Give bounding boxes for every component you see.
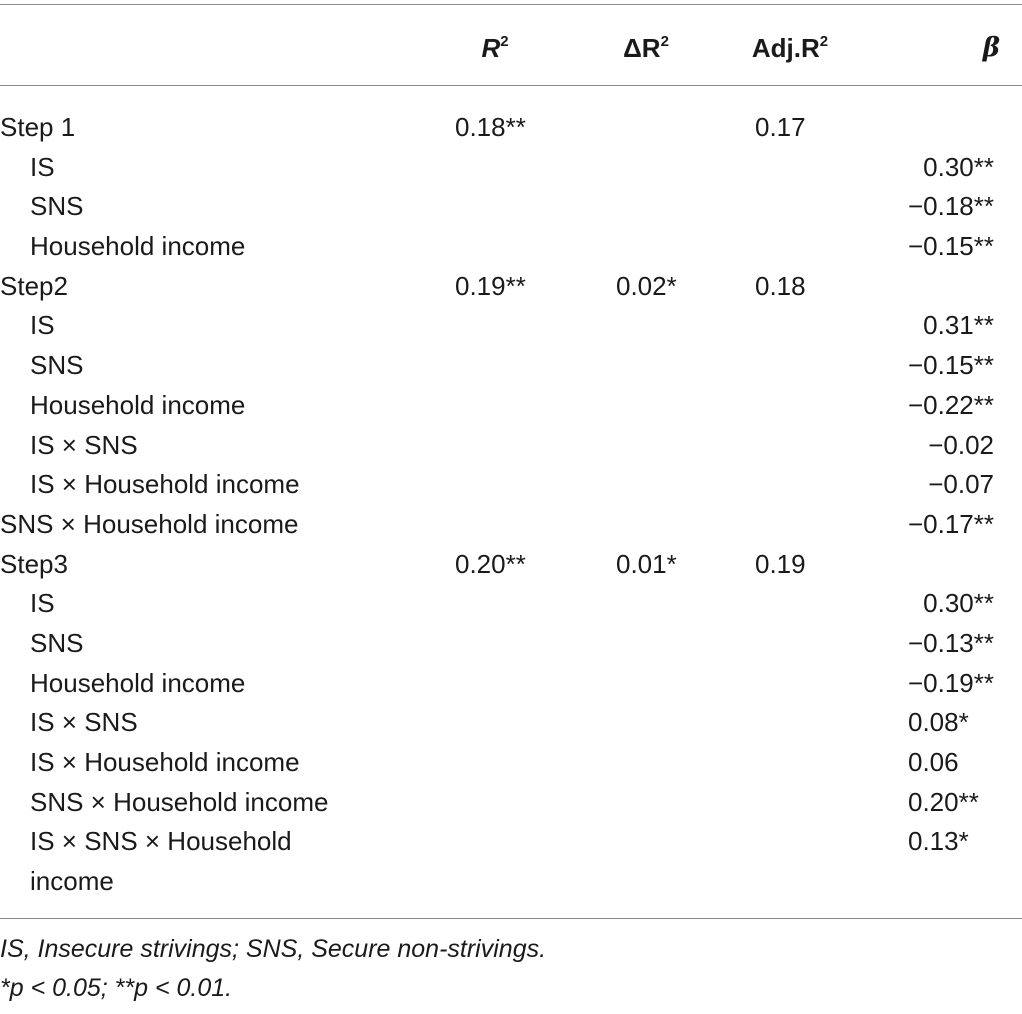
table-row bbox=[0, 267, 1022, 307]
predictor-label: IS × SNS bbox=[30, 429, 138, 460]
table-row bbox=[0, 227, 1022, 267]
table-footnotes bbox=[0, 930, 1022, 1008]
beta-value: −0.17** bbox=[907, 508, 994, 539]
predictor-label: IS × SNS × Household income bbox=[30, 826, 292, 897]
table-row bbox=[0, 584, 1022, 624]
beta-value: −0.19** bbox=[907, 667, 994, 698]
predictor-label: SNS × Household income bbox=[30, 786, 329, 817]
beta-value: −0.22** bbox=[907, 389, 994, 420]
table-row bbox=[0, 505, 1022, 545]
table-row bbox=[0, 346, 1022, 386]
predictor-label: IS bbox=[30, 310, 55, 341]
beta-value: −0.15** bbox=[907, 231, 994, 262]
predictor-label: Household income bbox=[30, 389, 246, 420]
table-row bbox=[0, 465, 1022, 505]
beta-value: −0.13** bbox=[907, 627, 994, 658]
beta-value: −0.15** bbox=[907, 350, 994, 381]
predictor-label: SNS bbox=[30, 191, 84, 222]
table-row bbox=[0, 664, 1022, 704]
table-body bbox=[0, 108, 1022, 902]
header-r2: $R^2$ bbox=[481, 33, 509, 63]
predictor-label: Household income bbox=[30, 667, 246, 698]
r2-value: 0.19** bbox=[455, 270, 526, 301]
delta-r2-value: 0.02* bbox=[616, 270, 677, 301]
beta-value: 0.31** bbox=[923, 310, 994, 341]
table-bottom-rule bbox=[0, 918, 1022, 919]
header-delta-r2: $\Delta R^2$ bbox=[623, 33, 669, 63]
table-row bbox=[0, 624, 1022, 664]
predictor-label: IS × SNS bbox=[30, 707, 138, 738]
header-adj-r2: $Adj.R^2$ bbox=[751, 33, 829, 63]
table-row bbox=[0, 545, 1022, 585]
beta-value: −0.07 bbox=[928, 469, 994, 500]
beta-value: −0.18** bbox=[907, 191, 994, 222]
delta-r2-value: 0.01* bbox=[616, 548, 677, 579]
table-row bbox=[0, 703, 1022, 743]
beta-value: 0.13* bbox=[908, 826, 969, 857]
table-top-rule bbox=[0, 4, 1022, 5]
predictor-label: SNS bbox=[30, 350, 84, 381]
beta-value: 0.30** bbox=[923, 151, 994, 182]
footnote-abbreviations: IS, Insecure strivings; SNS, Secure non-strivings. bbox=[0, 935, 547, 963]
header-beta: β bbox=[982, 33, 1000, 63]
table-header-rule bbox=[0, 85, 1022, 86]
beta-value: 0.08* bbox=[908, 707, 969, 738]
predictor-label: IS × Household income bbox=[30, 747, 300, 777]
adj-r2-value: 0.19 bbox=[755, 548, 806, 579]
beta-value: −0.02 bbox=[928, 429, 994, 460]
predictor-label: SNS × Household income bbox=[0, 508, 299, 539]
step-label: Step 1 bbox=[0, 112, 76, 142]
step-label: Step2 bbox=[0, 270, 68, 301]
predictor-label: IS bbox=[30, 588, 55, 619]
step-label: Step3 bbox=[0, 548, 68, 579]
table-row bbox=[0, 187, 1022, 227]
predictor-label: IS bbox=[30, 151, 55, 182]
footnote-significance: *p < 0.05; **p < 0.01. bbox=[0, 974, 233, 1002]
r2-value: 0.20** bbox=[455, 548, 526, 579]
adj-r2-value: 0.17 bbox=[755, 112, 806, 142]
table-row bbox=[0, 306, 1022, 346]
beta-value: 0.30** bbox=[923, 588, 994, 619]
predictor-label: SNS bbox=[30, 627, 84, 658]
table-row bbox=[0, 426, 1022, 466]
predictor-label: IS × Household income bbox=[30, 469, 300, 500]
table-row bbox=[0, 743, 1022, 783]
table-row bbox=[0, 108, 1022, 148]
predictor-label: Household income bbox=[30, 231, 246, 262]
r2-value: 0.18** bbox=[455, 112, 526, 142]
beta-value: 0.20** bbox=[908, 786, 979, 817]
table-row bbox=[0, 783, 1022, 823]
table-row bbox=[0, 822, 1022, 901]
table-row bbox=[0, 386, 1022, 426]
beta-value: 0.06 bbox=[908, 747, 959, 777]
adj-r2-value: 0.18 bbox=[755, 270, 806, 301]
table-row bbox=[0, 148, 1022, 188]
